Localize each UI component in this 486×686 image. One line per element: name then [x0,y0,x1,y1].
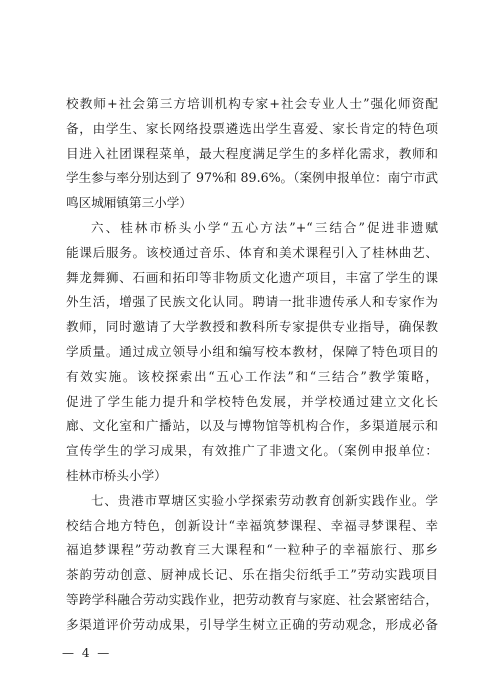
text-line: 廊、文化室和广播站，以及与博物馆等机构合作，多渠道展示和 [66,418,438,434]
text-line: 促进了学生能力提升和学校特色发展，并学校通过建立文化长 [66,393,438,409]
text-line: 桂林市桥头小学） [66,467,167,483]
text-line: 等跨学科融合劳动实践作业，把劳动教育与家庭、社会紧密结合， [66,591,438,607]
text-line: 福追梦课程”劳动教育三大课程和“一粒种子的幸福旅行、那乡 [66,542,438,558]
text-line: 茶韵劳动创意、厨神成长记、乐在指尖衍纸手工”劳动实践项目 [66,567,438,583]
text-line: 多渠道评价劳动成果，引导学生树立正确的劳动观念，形成必备 [66,616,438,632]
page-number: — 4 — [62,646,112,660]
text-line: 目进入社团课程菜单，最大程度满足学生的多样化需求，教师和 [66,145,438,161]
text-line: 舞龙舞狮、石画和拓印等非物质文化遗产项目，丰富了学生的课 [66,269,438,285]
text-line: 学生参与率分别达到了 97%和 89.6%。（案例申报单位：南宁市武 [66,170,438,186]
body-text [66,92,438,638]
text-line: 宣传学生的学习成果，有效推广了非遗文化。（案例申报单位： [66,443,438,459]
text-line: 七、贵港市覃塘区实验小学探索劳动教育创新实践作业。学 [91,492,438,508]
text-line: 六、桂林市桥头小学“五心方法”+“三结合”促进非遗赋 [91,219,438,235]
text-line: 有效实施。该校探索出“五心工作法”和“三结合”教学策略， [66,368,438,384]
text-line: 外生活，增强了民族文化认同。聘请一批非遗传承人和专家作为 [66,294,438,310]
text-line: 教师，同时邀请了大学教授和教科所专家提供专业指导，确保教 [66,319,438,335]
text-line: 备，由学生、家长网络投票遴选出学生喜爱、家长肯定的特色项 [66,120,438,136]
text-line: 校教师+社会第三方培训机构专家+社会专业人士”强化师资配 [66,96,438,111]
text-line: 校结合地方特色，创新设计“幸福筑梦课程、幸福寻梦课程、幸 [66,517,438,533]
text-line: 学质量。通过成立领导小组和编写校本教材，保障了特色项目的 [66,343,438,359]
text-line: 鸣区城厢镇第三小学） [66,195,192,211]
text-line: 能课后服务。该校通过音乐、体育和美术课程引入了桂林曲艺、 [66,244,438,260]
